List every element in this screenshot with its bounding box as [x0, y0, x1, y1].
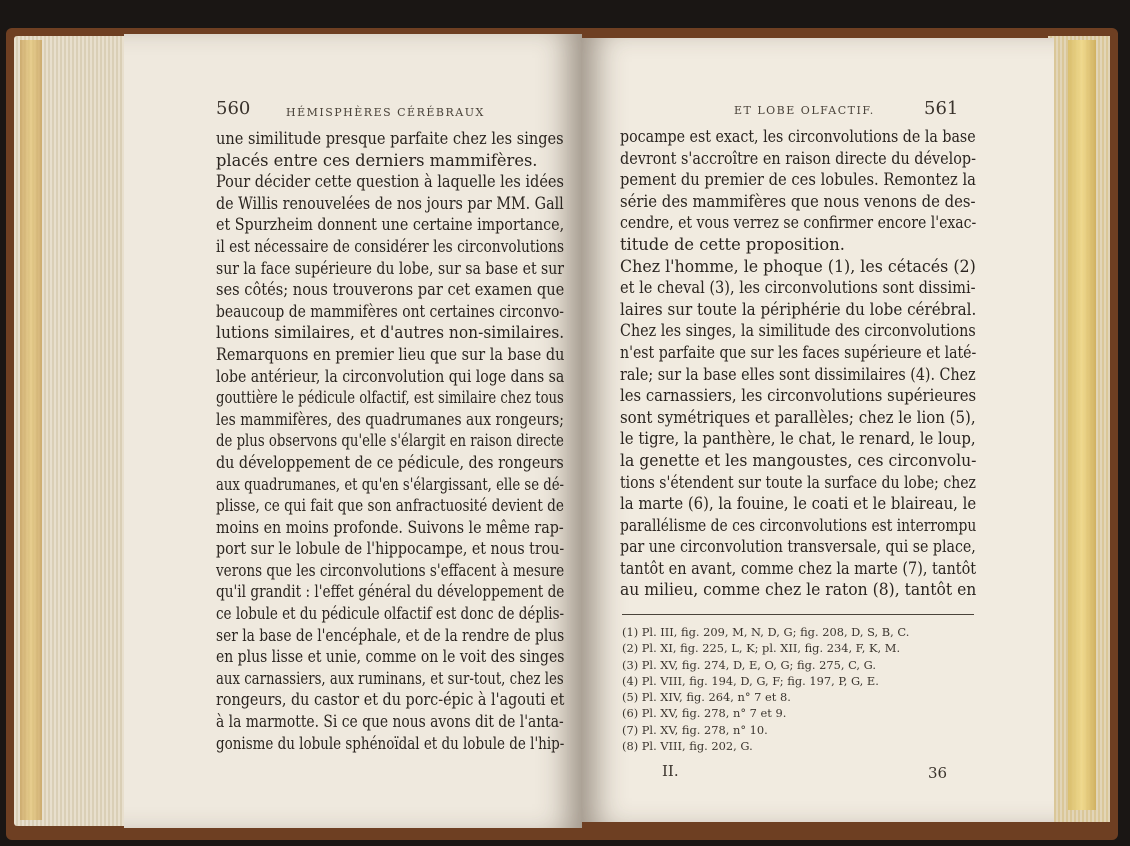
text-line: lobe antérieur, la circonvolution qui loge dans sa	[216, 366, 565, 386]
text-line: verons que les circonvolutions s'effacent à mesure	[216, 560, 565, 580]
text-line: pocampe est exact, les circonvolutions de la base	[620, 127, 976, 146]
text-line: tantôt en avant, comme chez la marte (7), tantôt	[620, 558, 977, 578]
text-line: les mammifères, des quadrumanes aux rongeurs;	[216, 409, 564, 429]
left-page-number: 560	[216, 98, 251, 119]
footnote: (5) Pl. XIV, fig. 264, n° 7 et 8.	[622, 690, 791, 705]
text-line: Remarquons en premier lieu que sur la base du	[216, 344, 565, 364]
text-line: ce lobule et du pédicule olfactif est donc de déplis-	[216, 604, 565, 624]
left-page	[124, 34, 582, 828]
text-line: aux quadrumanes, et qu'en s'élargissant, elle se dé-	[216, 474, 565, 494]
text-line: beaucoup de mammifères ont certaines circonvo-	[216, 301, 564, 321]
footnote: (8) Pl. VIII, fig. 202, G.	[622, 739, 753, 754]
text-line: et le cheval (3), les circonvolutions sont dissimi-	[620, 278, 976, 298]
signature-mark: II.	[662, 762, 679, 780]
text-line: Chez l'homme, le phoque (1), les cétacés (2)	[620, 256, 976, 276]
text-line: rongeurs, du castor et du porc-épic à l'agouti et	[216, 690, 565, 710]
footnote: (7) Pl. XV, fig. 278, n° 10.	[622, 722, 768, 737]
text-line: qu'il grandit : l'effet général du développement de	[216, 582, 565, 602]
text-line: la genette et les mangoustes, ces circonvolu-	[620, 450, 977, 470]
text-line: n'est parfaite que sur les faces supérieure et laté-	[620, 342, 977, 362]
footnote: (4) Pl. VIII, fig. 194, D, G, F; fig. 197, P, G, E.	[622, 673, 879, 688]
text-line: du développement de ce pédicule, des rongeurs	[216, 452, 564, 472]
text-line: parallélisme de ces circonvolutions est interrompu	[620, 515, 977, 535]
footnote: (6) Pl. XV, fig. 278, n° 7 et 9.	[622, 706, 787, 721]
text-line: rale; sur la base elles sont dissimilaires (4). Chez	[620, 364, 976, 384]
text-line: Pour décider cette question à laquelle les idées	[216, 172, 564, 192]
text-line: aux carnassiers, aux ruminans, et sur-tout, chez les	[216, 668, 564, 688]
right-page	[582, 38, 1054, 822]
text-line: série des mammifères que nous venons de des-	[620, 191, 976, 211]
footnote-separator	[622, 614, 974, 615]
text-line: plisse, ce qui fait que son anfractuosité devient de	[216, 496, 564, 516]
text-line: en plus lisse et unie, comme on le voit des singes	[216, 647, 565, 667]
text-line: par une circonvolution transversale, qui se place,	[620, 537, 976, 557]
footnote: (2) Pl. XI, fig. 225, L, K; pl. XII, fig. 234, F, K, M.	[622, 641, 901, 656]
text-line: à la marmotte. Si ce que nous avons dit de l'anta-	[216, 712, 564, 732]
footnote: (3) Pl. XV, fig. 274, D, E, O, G; fig. 275, C, G.	[622, 657, 876, 672]
text-line: ses côtés; nous trouverons par cet examen que	[216, 280, 565, 300]
text-line: tions s'étendent sur toute la surface du lobe; chez	[620, 472, 976, 492]
footnote: (1) Pl. III, fig. 209, M, N, D, G; fig. 208, D, S, B, C.	[622, 625, 910, 639]
text-line: laires sur toute la périphérie du lobe cérébral.	[620, 299, 977, 319]
text-line: de plus observons qu'elle s'élargit en raison directe	[216, 431, 564, 451]
text-line: port sur le lobule de l'hippocampe, et nous trou-	[216, 539, 565, 559]
text-line: lutions similaires, et d'autres non-similaires.	[216, 323, 565, 343]
left-running-title: HÉMISPHÈRES CÉRÉBRAUX	[286, 106, 485, 119]
right-gilded-edge	[1068, 40, 1096, 810]
text-line: devront s'accroître en raison directe du dévelop-	[620, 148, 976, 168]
text-line: sur la face supérieure du lobe, sur sa base et sur	[216, 258, 564, 278]
text-line: au milieu, comme chez le raton (8), tantôt en	[620, 580, 977, 600]
sheet-number: 36	[928, 764, 948, 782]
text-line: ser la base de l'encéphale, et de la rendre de plus	[216, 625, 565, 645]
text-line: les carnassiers, les circonvolutions supérieures	[620, 386, 977, 406]
footnotes	[622, 624, 978, 754]
left-body-text	[216, 128, 564, 754]
text-line: une similitude presque parfaite chez les singes	[216, 129, 564, 148]
text-line: la marte (6), la fouine, le coati et le blaireau, le	[620, 494, 977, 514]
text-line: gouttière le pédicule olfactif, est similaire chez tous	[216, 388, 564, 408]
text-line: le tigre, la panthère, le chat, le renard, le loup,	[620, 429, 976, 449]
right-page-number: 561	[924, 98, 959, 119]
text-line: il est nécessaire de considérer les circonvolutions	[216, 236, 564, 256]
text-line: gonisme du lobule sphénoïdal et du lobule de l'hip-	[216, 733, 565, 753]
text-line: de Willis renouvelées de nos jours par MM. Gall	[216, 193, 564, 213]
left-gilded-edge	[20, 40, 42, 820]
text-line: moins en moins profonde. Suivons le même rap-	[216, 517, 564, 537]
text-line: titude de cette proposition.	[620, 234, 845, 254]
right-running-title: ET LOBE OLFACTIF.	[734, 104, 875, 117]
text-line: et Spurzheim donnent une certaine importance,	[216, 215, 565, 235]
text-line: sont symétriques et parallèles; chez le lion (5),	[620, 407, 976, 427]
text-line: placés entre ces derniers mammifères.	[216, 150, 538, 170]
right-body-text	[620, 126, 976, 601]
text-line: Chez les singes, la similitude des circonvolutions	[620, 321, 976, 341]
text-line: pement du premier de ces lobules. Remontez la	[620, 170, 976, 190]
text-line: cendre, et vous verrez se confirmer encore l'exac-	[620, 213, 977, 233]
